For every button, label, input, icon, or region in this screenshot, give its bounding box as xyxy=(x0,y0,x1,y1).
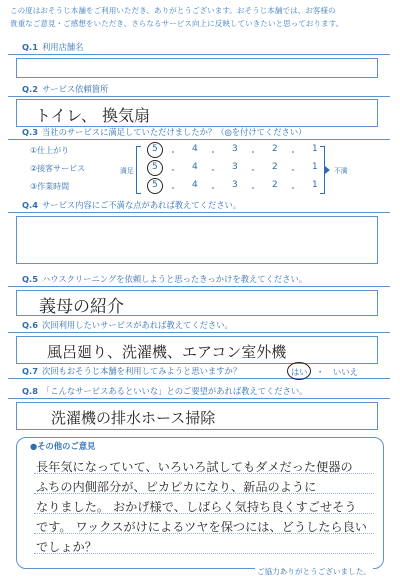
scale-4[interactable]: 4 xyxy=(192,144,198,154)
scale-5[interactable]: 5 xyxy=(152,144,158,154)
q2-number: Q.2 xyxy=(22,84,38,94)
q4-number: Q.4 xyxy=(22,200,38,210)
q3-row2-label: ②接客サービス xyxy=(30,164,86,173)
scale-5[interactable]: 5 xyxy=(152,162,158,172)
q3-right-arrow-icon xyxy=(325,166,330,174)
q3-row3-label: ③作業時間 xyxy=(30,182,70,191)
intro-line-2: 貴重なご意見・ご感想をいただき、さらなるサービス向上に反映していきたいと思っております。 xyxy=(10,19,344,28)
q2-answer-box[interactable] xyxy=(16,99,378,127)
q3-row2-selection-circle xyxy=(147,160,163,176)
scale-1[interactable]: 1 xyxy=(312,162,318,172)
scale-3[interactable]: 3 xyxy=(232,180,238,190)
q3-row3-scale[interactable] xyxy=(142,180,322,194)
q8-number: Q.8 xyxy=(22,386,38,396)
intro-text xyxy=(10,4,392,30)
q7-number: Q.7 xyxy=(22,366,38,376)
other-comments-title: ●その他のご意見 xyxy=(30,441,96,451)
q2-header xyxy=(8,82,390,97)
scale-1[interactable]: 1 xyxy=(312,180,318,190)
q7-label: 次回もおそうじ本舗を利用してみようと思いますか？ xyxy=(41,366,242,376)
q7-yes-option[interactable]: はい xyxy=(291,367,308,377)
q1-answer-box[interactable] xyxy=(16,58,378,78)
q1-label: 利用店舗名 xyxy=(41,42,84,52)
scale-2[interactable]: 2 xyxy=(272,180,278,190)
thanks-text: ご協力ありがとうございました。 xyxy=(257,567,371,576)
scale-2[interactable]: 2 xyxy=(272,144,278,154)
q6-answer-box[interactable] xyxy=(16,336,378,364)
q8-answer-box[interactable] xyxy=(16,402,378,430)
scale-3[interactable]: 3 xyxy=(232,162,238,172)
q3-header xyxy=(8,125,390,140)
q3-number: Q.3 xyxy=(22,127,38,137)
q5-header xyxy=(8,272,390,287)
comment-line: 長年気になっていて、いろいろ試してもダメだった便器の xyxy=(36,460,353,474)
q3-left-bracket xyxy=(136,146,141,194)
q5-answer: 義母の紹介 xyxy=(39,297,124,317)
q3-row2-scale[interactable] xyxy=(142,162,322,176)
scale-2[interactable]: 2 xyxy=(272,162,278,172)
q7-no-option[interactable]: いいえ xyxy=(333,367,358,377)
q6-header xyxy=(8,318,390,333)
q6-label: 次回利用したいサービスがあれば教えてください。 xyxy=(41,320,233,330)
scale-5[interactable]: 5 xyxy=(152,180,158,190)
q8-answer: 洗濯機の排水ホース掃除 xyxy=(51,409,216,427)
q3-row3-selection-circle xyxy=(147,178,163,194)
q3-row1-selection-circle xyxy=(147,142,163,158)
intro-line-1: この度はおそうじ本舗をご利用いただき、ありがとうございます。おそうじ本舗では、お客様の xyxy=(10,6,336,15)
q3-row1-scale[interactable] xyxy=(142,144,322,158)
q4-label: サービス内容にご不満な点があれば教えてください。 xyxy=(41,200,242,210)
scale-4[interactable]: 4 xyxy=(192,162,198,172)
q4-answer-box[interactable] xyxy=(16,216,378,264)
comment-line: ふちの内側部分が、ピカピカになり、新品のように xyxy=(36,480,317,494)
q7-separator: ・ xyxy=(316,367,325,377)
q5-answer-box[interactable] xyxy=(16,290,378,316)
q3-satisfied-label: 満足 xyxy=(120,167,134,175)
comment-line: なりました。 おかげ様で、しばらく気持ち良くすごせそう xyxy=(36,500,357,514)
q2-label: サービス依頼箇所 xyxy=(41,84,109,94)
comment-line: です。 ワックスがけによるツヤを保つには、どうしたら良い xyxy=(36,520,367,534)
scale-3[interactable]: 3 xyxy=(232,144,238,154)
q2-answer: トイレ、 換気扇 xyxy=(35,106,151,125)
q8-header xyxy=(8,384,390,399)
q5-label: ハウスクリーニングを依頼しようと思ったきっかけを教えてください。 xyxy=(41,274,308,284)
q6-number: Q.6 xyxy=(22,320,38,330)
q1-number: Q.1 xyxy=(22,42,38,52)
scale-4[interactable]: 4 xyxy=(192,180,198,190)
q5-number: Q.5 xyxy=(22,274,38,284)
q1-header xyxy=(8,40,390,55)
q3-row1-label: ①仕上がり xyxy=(30,146,70,155)
comment-line: でしょか？ xyxy=(36,540,97,554)
q3-unsatisfied-label: 不満 xyxy=(334,167,348,175)
q7-selection-circle xyxy=(287,362,311,380)
q8-label: 「こんなサービスあるといいな」とのご要望があれば教えてください。 xyxy=(41,386,308,396)
scale-1[interactable]: 1 xyxy=(312,144,318,154)
q3-label: 当社のサービスに満足していただけましたか？（◎を付けてください） xyxy=(41,127,307,137)
q4-header xyxy=(8,198,390,213)
q6-answer: 風呂廻り、洗濯機、エアコン室外機 xyxy=(47,343,287,361)
